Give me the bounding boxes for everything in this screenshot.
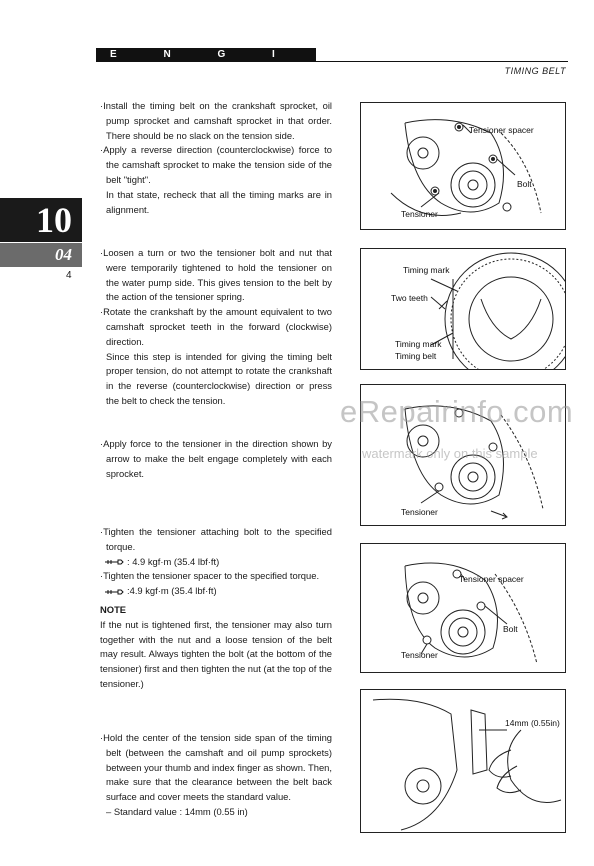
torque-wrench-icon [104,557,124,567]
step-text: ·Apply force to the tensioner in the direction shown by arrow to make the belt engage completely with each sprocket. [100,438,332,479]
step-block-2 [100,246,332,409]
torque-wrench-icon [104,587,124,597]
subchapter-tab: 04 [0,243,82,267]
label-timing-mark-top: Timing mark [403,265,450,275]
step-block-4 [100,525,332,692]
step-text: In that state, recheck that all the timing marks are in alignment. [106,188,332,215]
page-number: 4 [66,270,72,281]
step-text: ·Tighten the tensioner spacer to the specified torque. [100,570,320,582]
label-tensioner-spacer: Tensioner spacer [459,574,524,584]
figure-tighten-spacer [360,543,566,673]
label-timing-mark-bottom: Timing mark [395,339,442,349]
label-measure: 14mm (0.55in) [505,718,560,728]
note-heading: NOTE [100,603,127,615]
section-header: E N G I N E [96,48,316,62]
label-timing-belt: Timing belt [395,351,437,361]
step-block-5 [100,731,332,820]
watermark-text: eRepairinfo.com [340,394,574,429]
label-bolt: Bolt [517,179,532,189]
label-two-teeth: Two teeth [391,293,428,303]
step-text: ·Tighten the tensioner attaching bolt to the specified torque. [100,526,332,552]
figure-tensioner-spacer [360,102,566,230]
step-text: ·Rotate the crankshaft by the amount equivalent to two camshaft sprocket teeth in the forward (clockwise) direction. [100,306,332,347]
step-text: ·Apply a reverse direction (counterclockwise) force to the camshaft sprocket to make the tension side of the belt "tight". [100,144,332,185]
torque-spec: : 4.9 kgf·m (35.4 lbf·ft) [100,555,332,570]
step-text: ·Hold the center of the tension side span of the timing belt (between the camshaft and oil pump sprockets) between your thumb and index finger as shown. Then, make sure that the clearance between the belt back surface and cover meets the standard value. [100,732,332,803]
chapter-tab: 10 [0,198,82,242]
label-tensioner: Tensioner [401,209,438,219]
step-text: ·Loosen a turn or two the tensioner bolt and nut that were temporarily tightened to hold the tensioner on the water pump side. This gives tension to the belt by the action of the tensioner spring. [100,247,332,303]
sprocket-diagram [361,249,566,370]
label-tensioner: Tensioner [401,507,438,517]
label-tensioner-spacer: Tensioner spacer [469,125,534,135]
hand-measure-diagram [361,690,566,833]
engine-diagram [361,544,566,673]
label-bolt: Bolt [503,624,518,634]
torque-spec: :4.9 kgf·m (35.4 lbf·ft) [100,584,332,599]
figure-belt-clearance [360,689,566,833]
engine-diagram [361,103,566,230]
step-text: Since this step is intended for giving the timing belt proper tension, do not attempt to rotate the crankshaft in the reverse (counterclockwise) direction or press the belt to check the tension. [106,350,332,406]
step-block-1 [100,99,332,217]
header-rule [316,61,568,62]
note-body: If the nut is tightened first, the tensioner may also turn together with the nut and a loose tension of the belt may result. Always tighten the bolt (at the bottom of the tensioner) first and then tighten the nut (at the top of the tensioner.) [100,618,332,689]
step-text: – Standard value : 14mm (0.55 in) [106,805,248,817]
subsection-title: TIMING BELT [504,66,566,76]
watermark-subtext: watermark only on this sample [362,446,538,461]
figure-timing-mark [360,248,566,370]
step-block-3 [100,437,332,481]
label-tensioner: Tensioner [401,650,438,660]
step-text: ·Install the timing belt on the crankshaft sprocket, oil pump sprocket and camshaft sprocket in that order. There should be no slack on the tension side. [100,100,332,141]
